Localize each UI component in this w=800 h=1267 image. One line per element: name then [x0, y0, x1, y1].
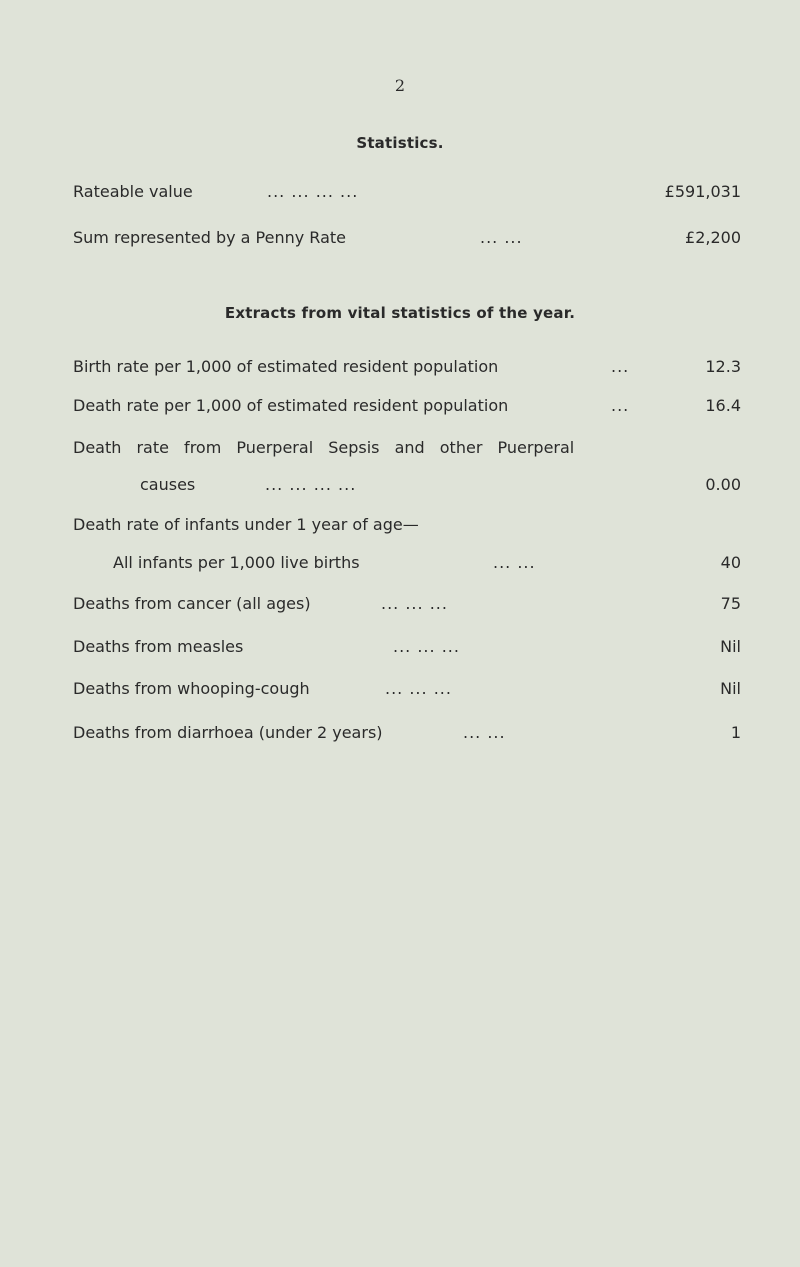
row-value: 12.3	[705, 357, 741, 376]
extract-row-infant-heading	[73, 513, 741, 537]
extract-row-puerperal-causes	[140, 473, 741, 497]
extract-row-measles	[73, 635, 741, 659]
row-value: £591,031	[664, 182, 741, 201]
page-number: 2	[394, 76, 406, 95]
stat-row-rateable-value	[73, 180, 741, 204]
statistics-heading: Statistics.	[356, 134, 444, 152]
extract-row-whooping-cough	[73, 677, 741, 701]
stat-row-penny-rate	[73, 226, 741, 250]
row-value: 16.4	[705, 396, 741, 415]
row-label: Birth rate per 1,000 of estimated resident population	[73, 357, 499, 376]
row-label: causes	[140, 475, 196, 494]
leader-dots: ... ... ...	[393, 637, 460, 656]
extract-row-cancer	[73, 592, 741, 616]
leader-dots: ... ... ...	[381, 594, 448, 613]
leader-dots: ... ... ... ...	[267, 182, 359, 201]
leader-dots: ...	[611, 396, 630, 415]
row-value: Nil	[720, 679, 741, 698]
row-label: Rateable value	[73, 182, 193, 201]
row-value: 75	[720, 594, 741, 613]
row-label: Deaths from cancer (all ages)	[73, 594, 311, 613]
leader-dots: ...	[611, 357, 630, 376]
extract-row-puerperal-heading	[73, 436, 741, 460]
row-label: All infants per 1,000 live births	[113, 553, 360, 572]
leader-dots: ... ...	[493, 553, 536, 572]
extract-row-diarrhoea	[73, 721, 741, 745]
row-value: 40	[720, 553, 741, 572]
leader-dots: ... ... ... ...	[265, 475, 357, 494]
row-label: Death rate from Puerperal Sepsis and other Puerperal	[73, 438, 575, 457]
row-value: Nil	[720, 637, 741, 656]
extract-row-birth-rate	[73, 355, 741, 379]
row-label: Deaths from measles	[73, 637, 244, 656]
leader-dots: ... ...	[463, 723, 506, 742]
row-label: Death rate per 1,000 of estimated resident population	[73, 396, 509, 415]
extract-row-death-rate	[73, 394, 741, 418]
extracts-heading: Extracts from vital statistics of the year.	[224, 304, 576, 322]
leader-dots: ... ...	[480, 228, 523, 247]
row-value: £2,200	[685, 228, 741, 247]
row-value: 0.00	[705, 475, 741, 494]
row-label: Deaths from whooping-cough	[73, 679, 310, 698]
row-label: Sum represented by a Penny Rate	[73, 228, 346, 247]
leader-dots: ... ... ...	[385, 679, 452, 698]
row-value: 1	[730, 723, 741, 742]
row-label: Deaths from diarrhoea (under 2 years)	[73, 723, 383, 742]
extract-row-infant-rate	[113, 551, 741, 575]
row-label: Death rate of infants under 1 year of age—	[73, 515, 419, 534]
